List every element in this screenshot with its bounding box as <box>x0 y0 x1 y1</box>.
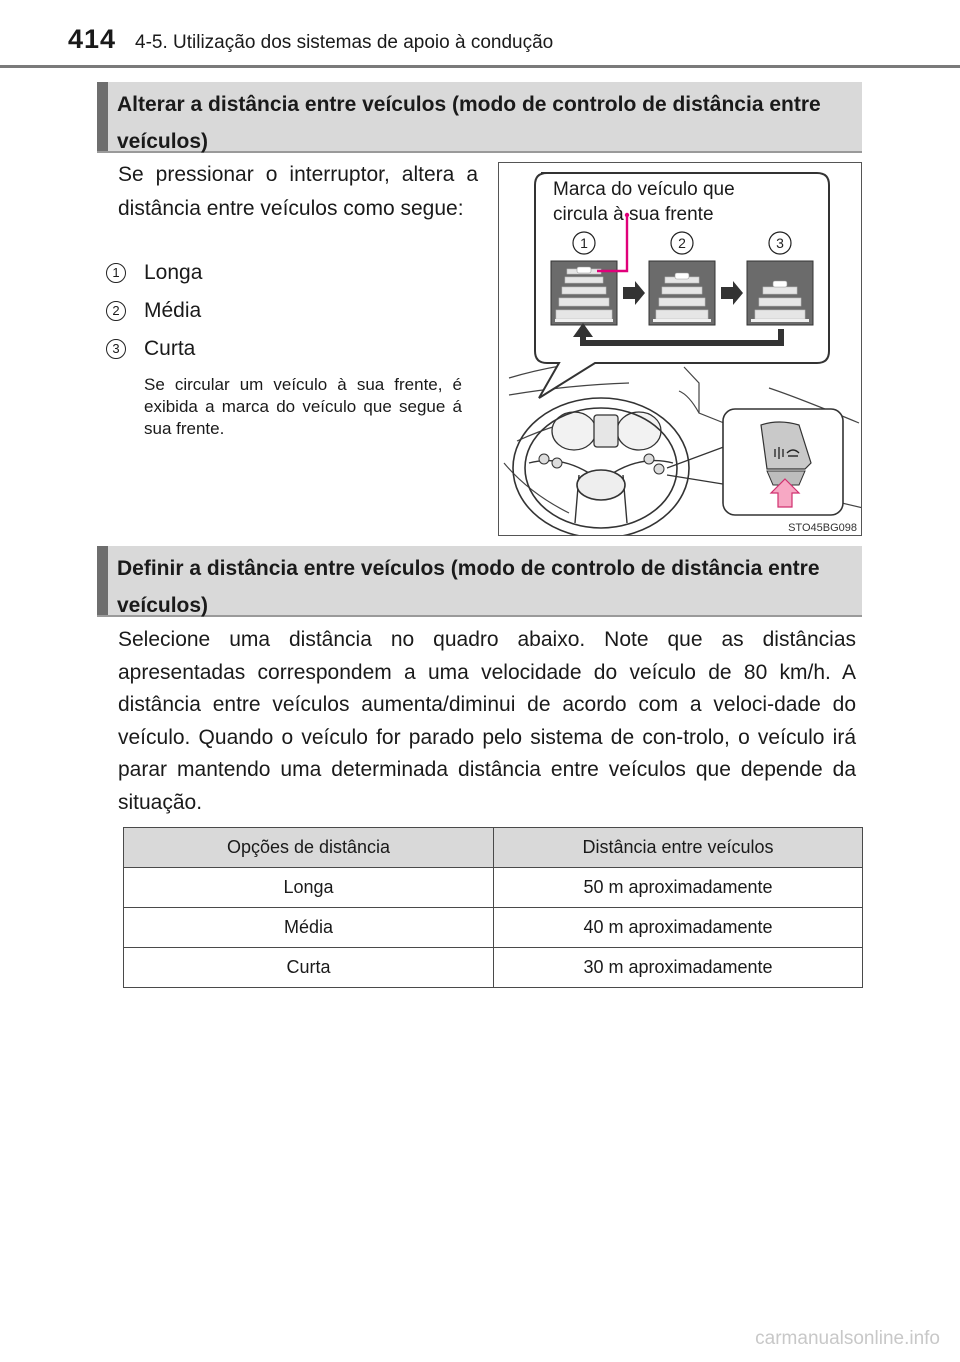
step-number-badge: 1 <box>106 263 126 283</box>
intro-text: Se pressionar o interruptor, altera a distância entre veículos como segue: <box>118 163 478 220</box>
section-title: Definir a distância entre veículos (modo de controlo de distância entre veículos) <box>117 557 820 617</box>
watermark: carmanualsonline.info <box>755 1328 940 1349</box>
table-cell: 50 m aproximadamente <box>494 868 863 908</box>
table-cell: Longa <box>124 868 494 908</box>
step-number-badge: 3 <box>106 339 126 359</box>
step-number-badge: 2 <box>106 301 126 321</box>
header-divider <box>0 65 960 68</box>
figure-code: STO45BG098 <box>788 522 857 534</box>
step-label: 1 <box>580 235 588 251</box>
page-number: 414 <box>68 24 117 54</box>
table-cell: Curta <box>124 948 494 988</box>
step-label: 3 <box>776 235 784 251</box>
distance-table <box>123 827 863 988</box>
section-header-set-distance <box>97 546 862 617</box>
section-header-change-distance <box>97 82 862 153</box>
column-header: Distância entre veículos <box>494 828 863 868</box>
table-row <box>124 948 863 988</box>
table-cell: Média <box>124 908 494 948</box>
section-title: Alterar a distância entre veículos (modo de controlo de distância entre veículos) <box>117 93 821 153</box>
list-item-label: Média <box>144 299 202 322</box>
list-item-label: Longa <box>144 261 203 284</box>
table-cell: 40 m aproximadamente <box>494 908 863 948</box>
callout-line-1: Marca do veículo que <box>553 179 735 200</box>
callout-line-2: circula à sua frente <box>553 204 714 225</box>
note-text: Se circular um veículo à sua frente, é exibida a marca do veículo que segue á sua frente. <box>144 375 462 438</box>
table-cell: 30 m aproximadamente <box>494 948 863 988</box>
distance-switch-illustration <box>498 162 862 536</box>
switch-inset <box>723 409 843 515</box>
table-row <box>124 868 863 908</box>
instrument-cluster <box>552 412 661 450</box>
illustration-drawing <box>499 163 862 536</box>
column-header: Opções de distância <box>124 828 494 868</box>
step-label: 2 <box>678 235 686 251</box>
list-item-label: Curta <box>144 337 196 360</box>
body-paragraph: Selecione uma distância no quadro abaixo. Note que as distâncias apresentadas correspondem a uma velocidade do veículo de 80 km/h. A distância entre veículos aumenta/diminui de acordo com a veloci-dade do veículo. Quando o veículo for parado pelo sistema de con-trolo, o veículo irá parar mantendo uma determinada distância entre veículos que depende da situação. <box>118 628 856 814</box>
table-row <box>124 908 863 948</box>
table-header-row <box>124 828 863 868</box>
screen-base <box>555 319 809 322</box>
chapter-title: 4-5. Utilização dos sistemas de apoio à condução <box>135 32 554 53</box>
